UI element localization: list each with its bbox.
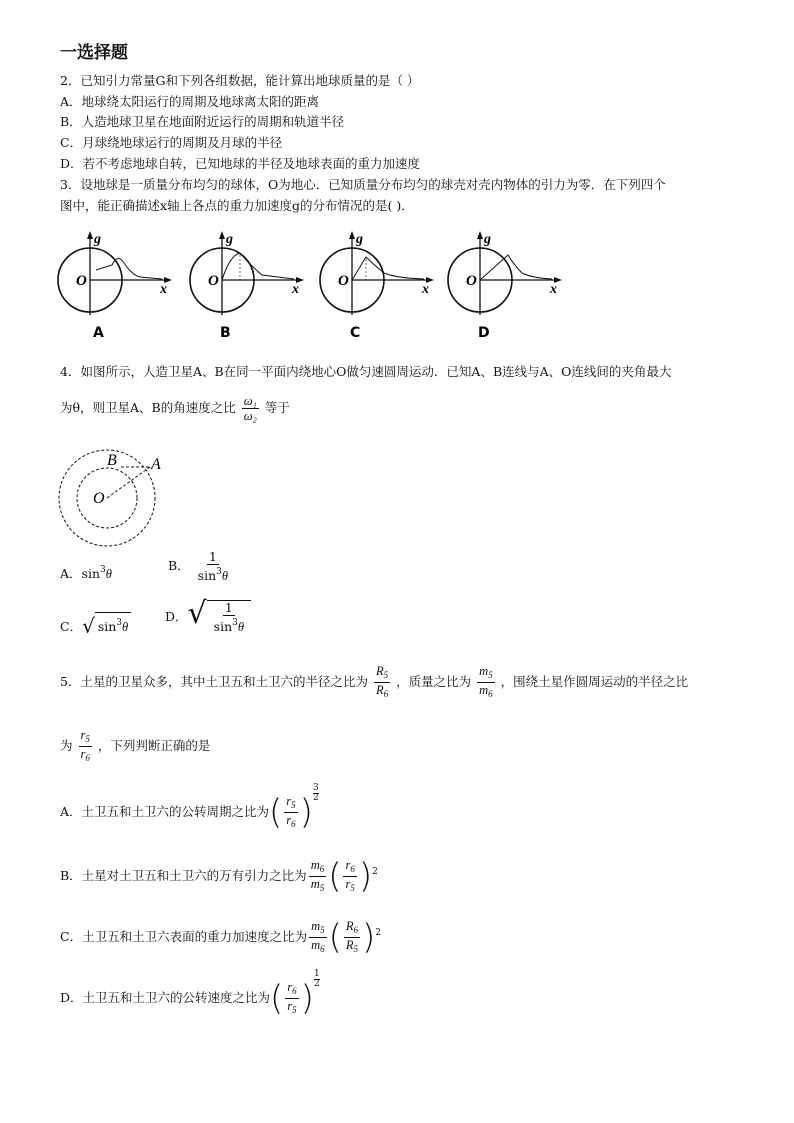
q4-omega-ratio	[242, 394, 259, 423]
q4-orbit-figure	[55, 445, 165, 555]
q3-d-x-label: x	[550, 282, 557, 297]
q3-c-x-label: x	[422, 282, 429, 297]
q2-option-b: B．人造地球卫星在地面附近运行的周期和轨道半径	[60, 114, 345, 129]
q4-omega2: ω₂	[243, 409, 257, 423]
q4-label-b: B	[107, 452, 117, 469]
q3-figure-d	[448, 231, 562, 341]
q2-option-c: C．月球绕地球运行的周期及月球的半径	[60, 135, 283, 150]
q4-stem2-pre: 为θ，则卫星A、B的角速度之比	[60, 400, 236, 415]
q5-stem-line2: 为 $\frac{r_5}{r_6}$ ，下列判断正确的是	[60, 728, 211, 763]
q4-option-c: C．√ $\sin^3\theta$	[60, 612, 131, 637]
q3-a-origin: O	[76, 273, 87, 289]
q5-option-a: A．土卫五和土卫六的公转周期之比为( $\frac{r_5}{r_6}$ ) $\frac{3}{2}$	[60, 783, 319, 833]
q2-option-a: A．地球绕太阳运行的周期及地球离太阳的距离	[60, 94, 320, 109]
q4-option-a: A．$\sin^3\theta$	[60, 565, 112, 581]
q4-label-a: A	[151, 456, 161, 473]
q2-option-d: D．若不考虑地球自转，已知地球的半径及地球表面的重力加速度	[60, 156, 421, 171]
q4-option-b: B． $\frac{1}{\sin^3\theta}$	[168, 549, 229, 583]
q4-omega1: ω₁	[243, 394, 257, 408]
q4-stem-line2	[60, 394, 290, 423]
q4-stem2-post: 等于	[264, 400, 290, 415]
q3-figure	[50, 225, 580, 350]
q3-c-g-label: g	[356, 232, 363, 247]
q4-stem-line1: 4．如图所示，人造卫星A、B在同一平面内绕地心O做匀速圆周运动．已知A、B连线与A、O连线间的夹角最大	[60, 364, 672, 379]
q3-figure-b	[190, 231, 304, 341]
q3-c-origin: O	[338, 273, 349, 289]
q3-a-g-label: g	[94, 232, 101, 247]
q4-label-o: O	[93, 490, 105, 507]
q3-a-x-label: x	[160, 282, 167, 297]
q3-b-origin: O	[208, 273, 219, 289]
q3-b-x-label: x	[292, 282, 299, 297]
q3-stem-line1: 3．设地球是一质量分布均匀的球体，O为地心．已知质量分布均匀的球壳对壳内物体的引力为零．在下列四个	[60, 177, 666, 192]
q2-stem: 2．已知引力常量G和下列各组数据，能计算出地球质量的是（ ）	[60, 73, 420, 88]
q3-label-a: A	[93, 325, 104, 341]
q3-label-c: C	[350, 325, 361, 341]
q3-label-d: D	[478, 325, 490, 341]
section-title: 一选择题	[60, 43, 128, 63]
q3-label-b: B	[220, 325, 231, 341]
q3-stem-line2: 图中，能正确描述x轴上各点的重力加速度g的分布情况的是( )．	[60, 198, 414, 213]
q5-option-c: C．土卫五和土卫六表面的重力加速度之比为 $\frac{m_5}{m_6}$ ( $\frac{R_6}{R_5}$ )$^2$	[60, 917, 382, 958]
q5-stem-line1: 5．土星的卫星众多，其中土卫五和土卫六的半径之比为 $\frac{R_5}{R_6}$ ，质量之比为 $\frac{m_5}{m_6}$ ，围绕土星作圆周运动的半径之比	[60, 664, 689, 699]
q3-figure-c	[320, 231, 434, 341]
q3-figure-a	[58, 231, 172, 341]
q3-d-origin: O	[466, 273, 477, 289]
q3-d-g-label: g	[484, 232, 491, 247]
q3-b-g-label: g	[226, 232, 233, 247]
q5-option-b: B．土星对土卫五和土卫六的万有引力之比为 $\frac{m_6}{m_5}$ ( $\frac{r_6}{r_5}$ )$^2$	[60, 856, 378, 897]
q5-option-d: D．土卫五和土卫六的公转速度之比为( $\frac{r_6}{r_5}$ ) $\frac{1}{2}$	[60, 969, 320, 1019]
q4-option-d: D．√ $\frac{1}{\sin^3\theta}$	[165, 600, 251, 634]
